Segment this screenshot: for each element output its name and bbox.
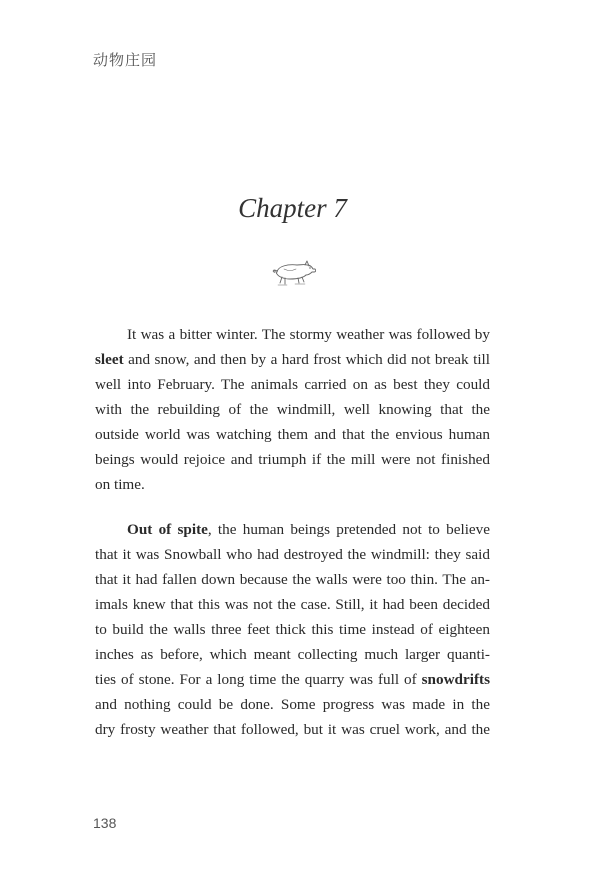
text-line — [95, 422, 490, 447]
text-line — [95, 472, 490, 497]
text-line — [95, 667, 490, 692]
text-segment: , the human beings pretended not to believe — [207, 521, 490, 538]
text-segment: with the rebuilding of the windmill, well knowing that the — [95, 401, 490, 418]
text-line — [95, 592, 490, 617]
text-line — [95, 642, 490, 667]
text-segment: that it had fallen down because the walls were too thin. The an- — [95, 571, 490, 588]
text-segment: that it was Snowball who had destroyed the windmill: they said — [95, 546, 490, 563]
text-segment: on time. — [95, 476, 145, 493]
text-segment: beings would rejoice and triumph if the mill were not finished — [95, 451, 490, 468]
text-line — [95, 692, 490, 717]
text-segment: inches as before, which meant collecting much larger quanti- — [95, 646, 490, 663]
text-line — [95, 397, 490, 422]
text-line — [95, 567, 490, 592]
chapter-title: Chapter 7 — [238, 193, 347, 223]
text-line — [95, 347, 490, 372]
paragraph — [95, 517, 490, 742]
text-segment: and nothing could be done. Some progress was made in the — [95, 696, 490, 713]
text-segment: dry frosty weather that followed, but it was cruel work, and the — [95, 721, 490, 738]
text-line — [95, 617, 490, 642]
page-number: 138 — [93, 815, 117, 831]
text-line — [95, 517, 490, 542]
paragraph — [95, 322, 490, 497]
text-segment: and snow, and then by a hard frost which did not break till — [123, 351, 490, 368]
bold-phrase: sleet — [95, 351, 124, 368]
text-segment: ties of stone. For a long time the quarry was full of — [95, 671, 422, 688]
text-line — [95, 447, 490, 472]
text-line — [95, 542, 490, 567]
text-segment: outside world was watching them and that the envious human — [95, 426, 490, 443]
text-line — [95, 372, 490, 397]
text-segment: It was a bitter winter. The stormy weather was followed by — [127, 326, 490, 343]
pig-sketch-icon — [268, 258, 318, 288]
text-segment: imals knew that this was not the case. Still, it had been decided — [95, 596, 490, 613]
running-head: 动物庄园 — [93, 51, 158, 69]
text-line — [95, 322, 490, 347]
text-segment: well into February. The animals carried on as best they could — [95, 376, 490, 393]
bold-phrase: snowdrifts — [421, 671, 490, 688]
text-line — [95, 717, 490, 742]
bold-phrase: Out of spite — [127, 521, 208, 538]
text-segment: to build the walls three feet thick this time instead of eighteen — [95, 621, 490, 638]
